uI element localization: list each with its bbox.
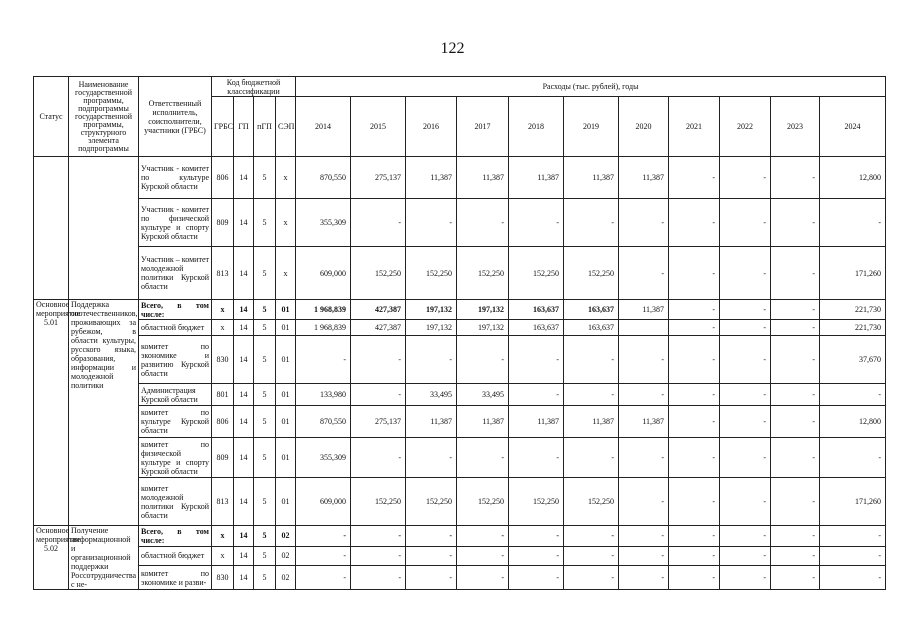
code-sep-cell: 02 (276, 566, 296, 590)
value-cell: 11,387 (619, 406, 669, 438)
code-grbs-cell: 809 (212, 199, 234, 247)
value-cell: - (351, 566, 406, 590)
code-grbs-cell: 809 (212, 438, 234, 478)
value-cell: 275,137 (351, 406, 406, 438)
value-cell: 152,250 (509, 478, 564, 526)
code-grbs-cell: 813 (212, 247, 234, 300)
value-cell: 12,800 (820, 157, 886, 199)
value-cell: - (720, 157, 771, 199)
header-year: 2022 (720, 97, 771, 157)
header-year: 2020 (619, 97, 669, 157)
code-sep-cell: 01 (276, 438, 296, 478)
header-expenses: Расходы (тыс. рублей), годы (296, 77, 886, 97)
value-cell: - (619, 526, 669, 547)
code-gp-cell: 14 (234, 247, 254, 300)
value-cell: 221,730 (820, 320, 886, 336)
value-cell: - (406, 526, 457, 547)
value-cell: 152,250 (509, 247, 564, 300)
name-cell: Поддержка соотечественников, проживающих за рубежом, в области культуры, русского языка, образования, информации и молодежной политики (69, 300, 139, 526)
header-year: 2018 (509, 97, 564, 157)
value-cell: - (509, 199, 564, 247)
name-cell: Получение информационной и организационной поддержки Россотрудничества с не- (69, 526, 139, 590)
value-cell: 33,495 (406, 384, 457, 406)
table-row (34, 526, 886, 547)
value-cell: 11,387 (509, 157, 564, 199)
value-cell: - (720, 526, 771, 547)
responsible-cell: Участник - комитет по культуре Курской области (139, 157, 212, 199)
value-cell: - (619, 384, 669, 406)
value-cell: - (820, 438, 886, 478)
table-row (34, 320, 886, 336)
value-cell: 33,495 (457, 384, 509, 406)
value-cell: 152,250 (406, 247, 457, 300)
value-cell: 152,250 (351, 478, 406, 526)
value-cell: 11,387 (619, 300, 669, 320)
value-cell: - (351, 384, 406, 406)
code-gp-cell: 14 (234, 526, 254, 547)
code-pgp-cell: 5 (254, 478, 276, 526)
code-grbs-cell: x (212, 546, 234, 566)
header-sep: СЭП (276, 97, 296, 157)
code-sep-cell: x (276, 157, 296, 199)
code-sep-cell: 01 (276, 406, 296, 438)
value-cell: - (720, 478, 771, 526)
value-cell: - (619, 438, 669, 478)
value-cell: 163,637 (509, 320, 564, 336)
responsible-cell: Участник – комитет молодежной политики Курской области (139, 247, 212, 300)
header-grbs: ГРБС (212, 97, 234, 157)
value-cell: 152,250 (406, 478, 457, 526)
value-cell: - (351, 546, 406, 566)
value-cell: - (771, 478, 820, 526)
value-cell: - (720, 199, 771, 247)
value-cell: - (720, 336, 771, 384)
responsible-cell: Всего, в том числе: (139, 300, 212, 320)
value-cell: - (771, 199, 820, 247)
value-cell: 163,637 (564, 300, 619, 320)
header-year: 2019 (564, 97, 619, 157)
value-cell: - (669, 157, 720, 199)
code-pgp-cell: 5 (254, 336, 276, 384)
value-cell: 152,250 (564, 247, 619, 300)
code-sep-cell: 01 (276, 320, 296, 336)
code-gp-cell: 14 (234, 438, 254, 478)
value-cell: - (509, 566, 564, 590)
code-pgp-cell: 5 (254, 526, 276, 547)
value-cell: - (564, 526, 619, 547)
header-year: 2014 (296, 97, 351, 157)
value-cell: - (771, 336, 820, 384)
code-sep-cell: 01 (276, 336, 296, 384)
code-sep-cell: 02 (276, 546, 296, 566)
value-cell: - (820, 526, 886, 547)
value-cell: - (564, 199, 619, 247)
value-cell: 427,387 (351, 300, 406, 320)
value-cell: - (457, 546, 509, 566)
table-row (34, 566, 886, 590)
value-cell: - (564, 566, 619, 590)
value-cell: - (771, 526, 820, 547)
responsible-cell: Администрация Курской области (139, 384, 212, 406)
header-year: 2016 (406, 97, 457, 157)
table-row (34, 157, 886, 199)
value-cell: - (669, 406, 720, 438)
value-cell: 427,387 (351, 320, 406, 336)
header-year: 2015 (351, 97, 406, 157)
value-cell: 11,387 (406, 406, 457, 438)
value-cell: - (820, 384, 886, 406)
value-cell: - (720, 546, 771, 566)
responsible-cell: комитет молодежной политики Курской области (139, 478, 212, 526)
code-sep-cell: x (276, 247, 296, 300)
table-row (34, 336, 886, 384)
value-cell: - (509, 546, 564, 566)
code-gp-cell: 14 (234, 320, 254, 336)
value-cell: - (296, 566, 351, 590)
value-cell: - (564, 546, 619, 566)
value-cell: - (669, 478, 720, 526)
table-header (34, 77, 886, 157)
table-row (34, 438, 886, 478)
table-row (34, 300, 886, 320)
value-cell: 221,730 (820, 300, 886, 320)
value-cell: 11,387 (509, 406, 564, 438)
value-cell: 37,670 (820, 336, 886, 384)
header-code-group: Код бюджетной классификации (212, 77, 296, 97)
responsible-cell: областной бюджет (139, 320, 212, 336)
value-cell: - (351, 526, 406, 547)
value-cell: - (296, 526, 351, 547)
value-cell: - (564, 438, 619, 478)
code-pgp-cell: 5 (254, 406, 276, 438)
code-gp-cell: 14 (234, 336, 254, 384)
value-cell: - (720, 300, 771, 320)
value-cell: 355,309 (296, 438, 351, 478)
value-cell: 11,387 (564, 157, 619, 199)
status-cell (34, 157, 69, 300)
value-cell: - (509, 526, 564, 547)
code-pgp-cell: 5 (254, 247, 276, 300)
header-responsible: Ответственный исполнитель, соисполнители, участники (ГРБС) (139, 77, 212, 157)
value-cell: - (771, 320, 820, 336)
code-grbs-cell: 806 (212, 406, 234, 438)
value-cell: - (720, 247, 771, 300)
value-cell: - (457, 566, 509, 590)
value-cell: 609,000 (296, 478, 351, 526)
value-cell: 11,387 (457, 157, 509, 199)
value-cell: - (619, 546, 669, 566)
responsible-cell: комитет по экономике и разви- (139, 566, 212, 590)
value-cell: - (669, 438, 720, 478)
value-cell: - (296, 336, 351, 384)
value-cell: 197,132 (406, 320, 457, 336)
value-cell: - (771, 546, 820, 566)
value-cell: - (820, 566, 886, 590)
table-row (34, 384, 886, 406)
code-gp-cell: 14 (234, 546, 254, 566)
header-name: Наименование государственной программы, подпрограммы государственной программы, структурного элемента подпрограммы (69, 77, 139, 157)
code-pgp-cell: 5 (254, 300, 276, 320)
code-pgp-cell: 5 (254, 384, 276, 406)
code-pgp-cell: 5 (254, 199, 276, 247)
value-cell: - (564, 336, 619, 384)
value-cell: 152,250 (457, 247, 509, 300)
value-cell: - (820, 546, 886, 566)
value-cell: - (669, 336, 720, 384)
value-cell: - (509, 438, 564, 478)
value-cell: 870,550 (296, 406, 351, 438)
value-cell: 197,132 (457, 320, 509, 336)
value-cell: - (351, 199, 406, 247)
value-cell: 870,550 (296, 157, 351, 199)
value-cell: 152,250 (351, 247, 406, 300)
value-cell: - (619, 247, 669, 300)
value-cell: - (406, 566, 457, 590)
value-cell: - (406, 546, 457, 566)
header-year: 2017 (457, 97, 509, 157)
value-cell: - (720, 384, 771, 406)
code-gp-cell: 14 (234, 406, 254, 438)
code-grbs-cell: 801 (212, 384, 234, 406)
value-cell: - (720, 566, 771, 590)
value-cell: - (619, 199, 669, 247)
code-pgp-cell: 5 (254, 157, 276, 199)
value-cell: - (406, 438, 457, 478)
value-cell: - (669, 384, 720, 406)
code-grbs-cell: x (212, 526, 234, 547)
page-number: 122 (440, 40, 465, 57)
header-pgp: пГП (254, 97, 276, 157)
code-gp-cell: 14 (234, 384, 254, 406)
value-cell: 11,387 (406, 157, 457, 199)
value-cell: - (296, 546, 351, 566)
code-pgp-cell: 5 (254, 546, 276, 566)
header-year: 2021 (669, 97, 720, 157)
code-grbs-cell: 830 (212, 336, 234, 384)
value-cell: - (669, 199, 720, 247)
value-cell: 197,132 (457, 300, 509, 320)
code-grbs-cell: x (212, 300, 234, 320)
value-cell: - (771, 566, 820, 590)
value-cell: - (457, 438, 509, 478)
value-cell: - (720, 320, 771, 336)
code-pgp-cell: 5 (254, 566, 276, 590)
value-cell: - (820, 199, 886, 247)
header-year: 2023 (771, 97, 820, 157)
value-cell: - (619, 478, 669, 526)
code-sep-cell: 01 (276, 384, 296, 406)
code-grbs-cell: 830 (212, 566, 234, 590)
value-cell: 152,250 (564, 478, 619, 526)
code-grbs-cell: 806 (212, 157, 234, 199)
value-cell: 163,637 (564, 320, 619, 336)
value-cell: 171,260 (820, 247, 886, 300)
code-gp-cell: 14 (234, 478, 254, 526)
value-cell: - (619, 336, 669, 384)
value-cell: 11,387 (619, 157, 669, 199)
value-cell: - (720, 438, 771, 478)
header-gp: ГП (234, 97, 254, 157)
value-cell: - (509, 384, 564, 406)
value-cell: 12,800 (820, 406, 886, 438)
value-cell: - (669, 300, 720, 320)
table-row (34, 247, 886, 300)
status-cell: Основное мероприятие 5.01 (34, 300, 69, 526)
code-gp-cell: 14 (234, 199, 254, 247)
value-cell: - (771, 300, 820, 320)
value-cell: - (669, 247, 720, 300)
value-cell: - (771, 157, 820, 199)
value-cell: - (720, 406, 771, 438)
responsible-cell: Всего, в том числе: (139, 526, 212, 547)
status-cell: Основное мероприятие 5.02 (34, 526, 69, 590)
code-sep-cell: 02 (276, 526, 296, 547)
responsible-cell: областной бюджет (139, 546, 212, 566)
header-year: 2024 (820, 97, 886, 157)
code-grbs-cell: 813 (212, 478, 234, 526)
value-cell: 1 968,839 (296, 300, 351, 320)
table-row (34, 406, 886, 438)
code-sep-cell: x (276, 199, 296, 247)
value-cell: - (509, 336, 564, 384)
table-row (34, 546, 886, 566)
value-cell: 133,980 (296, 384, 351, 406)
code-gp-cell: 14 (234, 300, 254, 320)
value-cell: - (771, 438, 820, 478)
code-pgp-cell: 5 (254, 438, 276, 478)
code-gp-cell: 14 (234, 566, 254, 590)
responsible-cell: комитет по экономике и развитию Курской области (139, 336, 212, 384)
value-cell: - (457, 199, 509, 247)
value-cell: 163,637 (509, 300, 564, 320)
value-cell: - (669, 546, 720, 566)
value-cell: 197,132 (406, 300, 457, 320)
responsible-cell: Участник - комитет по физической культуре и спорту Курской области (139, 199, 212, 247)
responsible-cell: комитет по физической культуре и спорту Курской области (139, 438, 212, 478)
name-cell (69, 157, 139, 300)
value-cell: 11,387 (457, 406, 509, 438)
value-cell: - (669, 566, 720, 590)
value-cell: - (619, 566, 669, 590)
table-row (34, 478, 886, 526)
value-cell: - (564, 384, 619, 406)
value-cell: - (406, 199, 457, 247)
value-cell (619, 320, 669, 336)
header-status: Статус (34, 77, 69, 157)
value-cell: 11,387 (564, 406, 619, 438)
table-body (34, 157, 886, 590)
code-grbs-cell: x (212, 320, 234, 336)
value-cell: - (771, 406, 820, 438)
value-cell: 355,309 (296, 199, 351, 247)
responsible-cell: комитет по культуре Курской области (139, 406, 212, 438)
value-cell: - (771, 247, 820, 300)
value-cell: - (406, 336, 457, 384)
value-cell: 152,250 (457, 478, 509, 526)
table-row (34, 199, 886, 247)
code-sep-cell: 01 (276, 478, 296, 526)
value-cell: - (771, 384, 820, 406)
code-sep-cell: 01 (276, 300, 296, 320)
value-cell: 1 968,839 (296, 320, 351, 336)
value-cell: - (351, 438, 406, 478)
value-cell: - (457, 526, 509, 547)
value-cell: - (351, 336, 406, 384)
value-cell: - (669, 526, 720, 547)
code-gp-cell: 14 (234, 157, 254, 199)
value-cell: 275,137 (351, 157, 406, 199)
value-cell: - (669, 320, 720, 336)
value-cell: - (457, 336, 509, 384)
value-cell: 609,000 (296, 247, 351, 300)
value-cell: 171,260 (820, 478, 886, 526)
code-pgp-cell: 5 (254, 320, 276, 336)
budget-table (33, 76, 886, 590)
